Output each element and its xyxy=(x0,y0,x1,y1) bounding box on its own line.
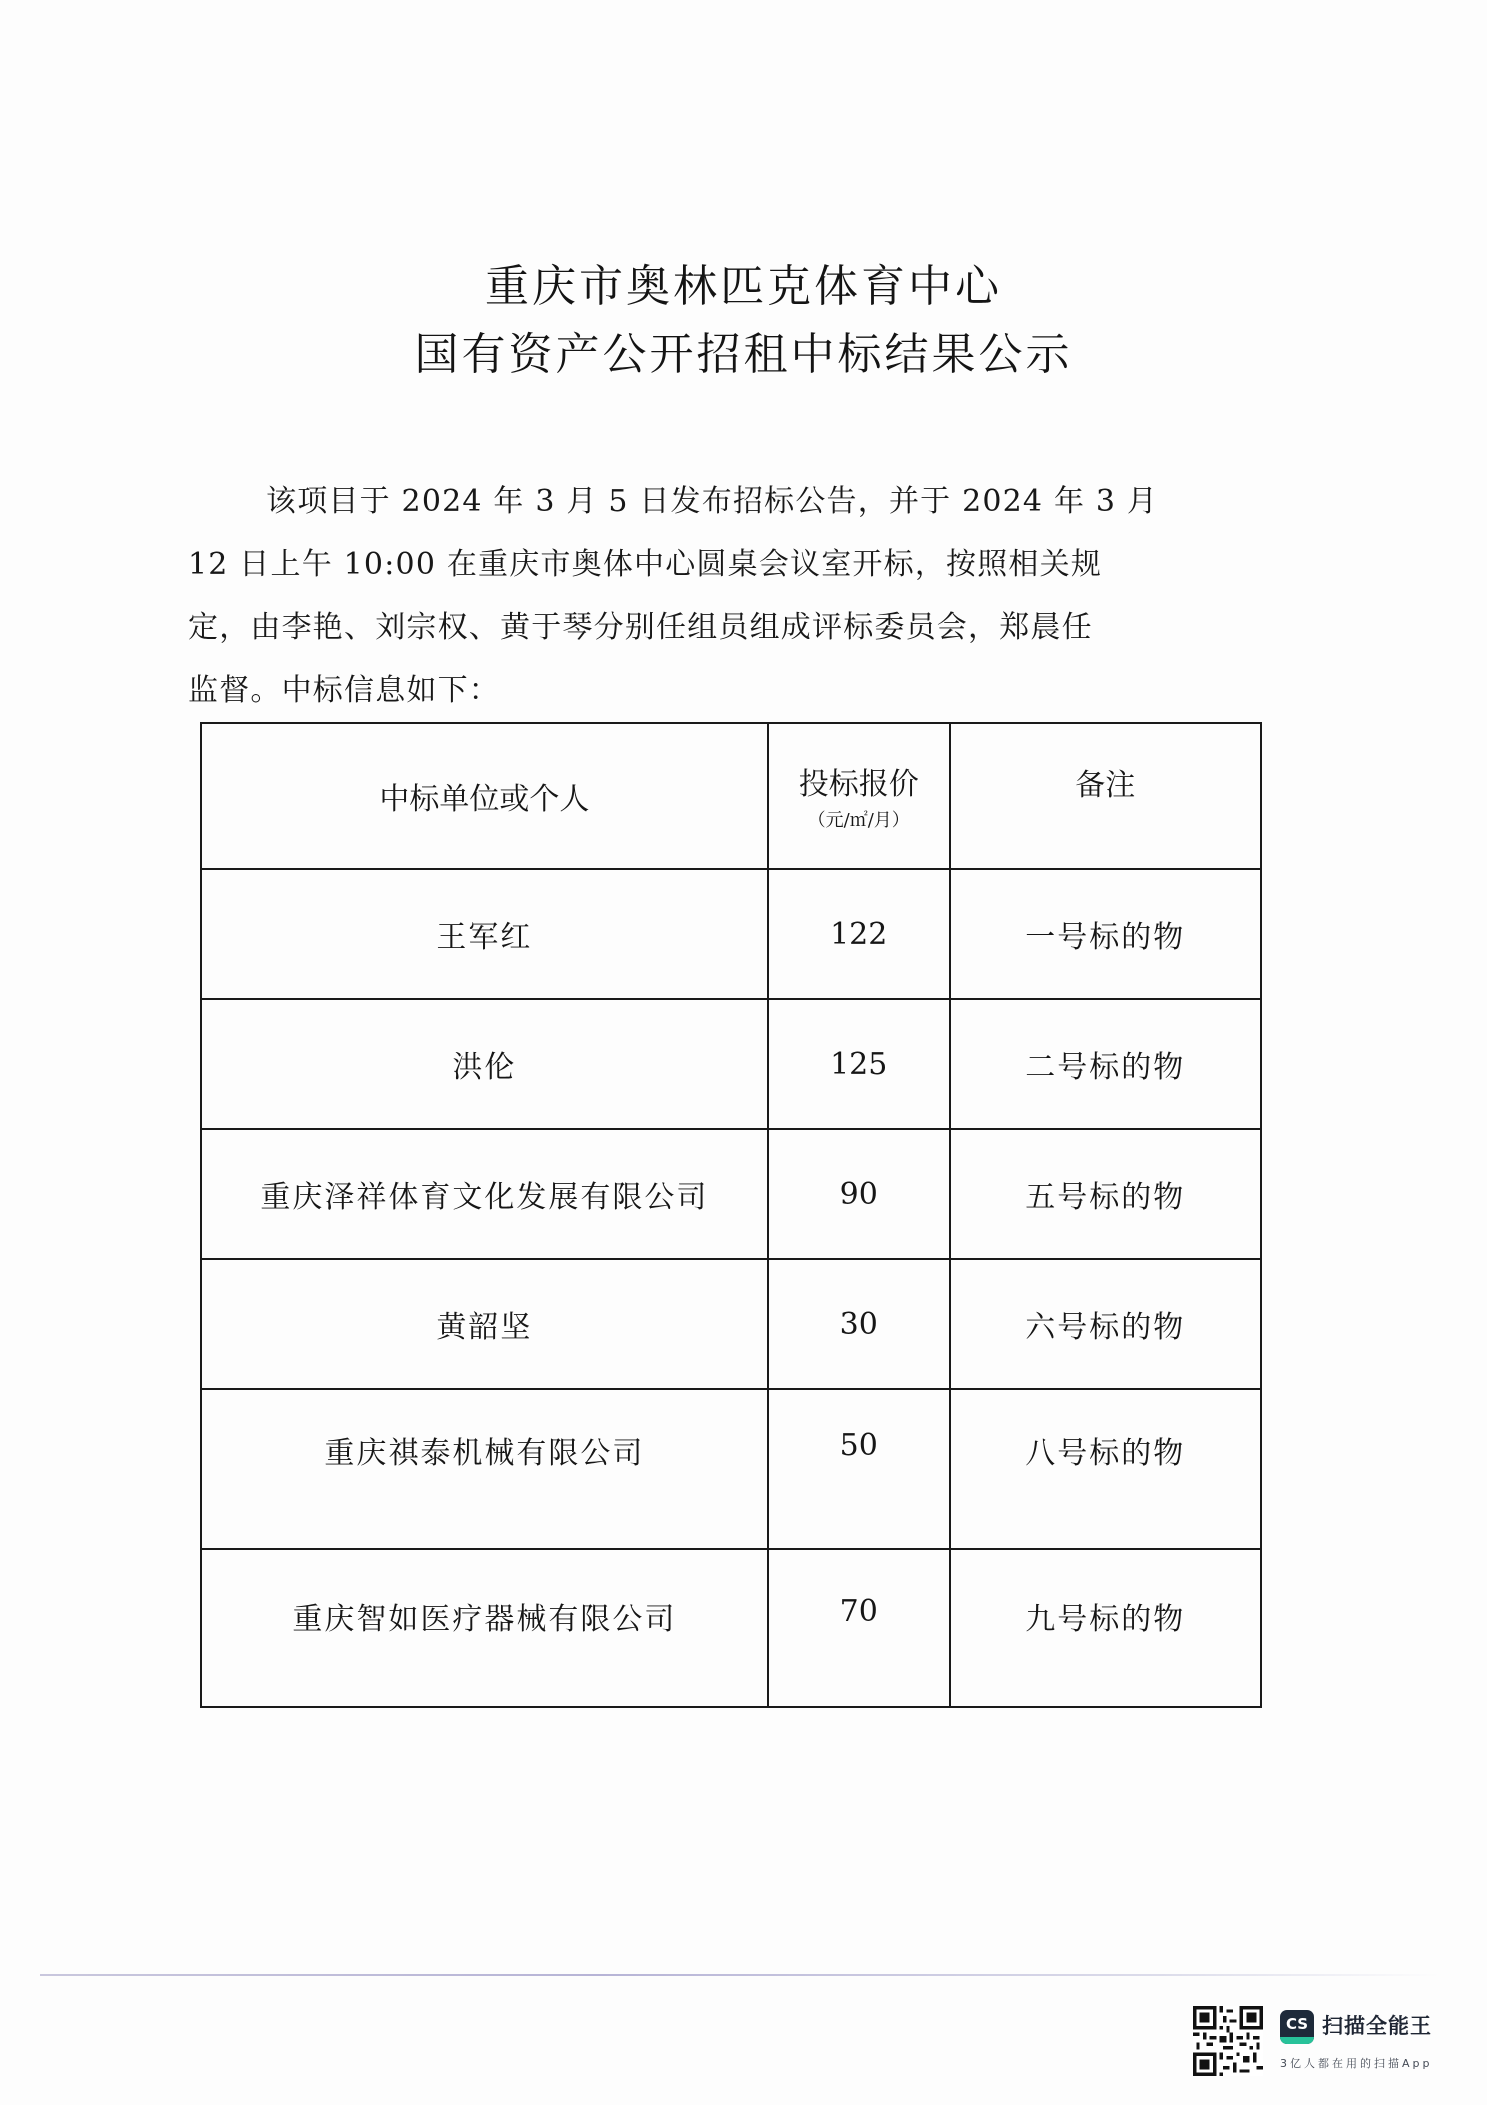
winner-cell: 重庆祺泰机械有限公司 xyxy=(201,1389,768,1549)
brand-tagline: 3亿人都在用的扫描App xyxy=(1280,2057,1433,2070)
price-cell: 30 xyxy=(768,1259,950,1389)
note-cell: 八号标的物 xyxy=(950,1389,1261,1549)
table-row xyxy=(201,1129,1261,1259)
paragraph-line: 该项目于 2024 年 3 月 5 日发布招标公告，并于 2024 年 3 月 xyxy=(266,484,1159,519)
price-cell: 90 xyxy=(768,1129,950,1259)
paragraph-line: 监督。中标信息如下： xyxy=(188,673,500,708)
note-cell: 六号标的物 xyxy=(950,1259,1261,1389)
header-price-label: 投标报价 xyxy=(798,767,919,802)
winner-cell: 黄韶坚 xyxy=(201,1259,768,1389)
logo-text: CS xyxy=(1285,2015,1309,2033)
qr-code-icon xyxy=(1193,2006,1263,2076)
header-note: 备注 xyxy=(950,723,1261,869)
table-row xyxy=(201,1549,1261,1707)
intro-paragraph xyxy=(188,470,1260,722)
brand-name: 扫描全能王 xyxy=(1322,2014,1432,2038)
footer-divider xyxy=(40,1974,1440,1976)
price-cell: 70 xyxy=(768,1549,950,1707)
winner-cell: 洪伦 xyxy=(201,999,768,1129)
note-cell: 九号标的物 xyxy=(950,1549,1261,1707)
price-cell: 125 xyxy=(768,999,950,1129)
note-cell: 五号标的物 xyxy=(950,1129,1261,1259)
header-price-unit: （元/㎡/月） xyxy=(807,810,910,831)
paragraph-line: 定，由李艳、刘宗权、黄于琴分别任组员组成评标委员会，郑晨任 xyxy=(188,610,1093,645)
header-price xyxy=(768,723,950,869)
note-cell: 二号标的物 xyxy=(950,999,1261,1129)
winner-cell: 王军红 xyxy=(201,869,768,999)
paragraph-line: 12 日上午 10:00 在重庆市奥体中心圆桌会议室开标，按照相关规 xyxy=(188,547,1103,582)
title-line-1: 重庆市奥林匹克体育中心 xyxy=(485,261,1002,312)
price-cell: 50 xyxy=(768,1389,950,1549)
table-row xyxy=(201,999,1261,1129)
note-cell: 一号标的物 xyxy=(950,869,1261,999)
table-row xyxy=(201,1259,1261,1389)
table-header-row xyxy=(201,723,1261,869)
logo-accent-bar xyxy=(1280,2037,1314,2044)
winner-cell: 重庆智如医疗器械有限公司 xyxy=(201,1549,768,1707)
table-row xyxy=(201,869,1261,999)
winner-cell: 重庆泽祥体育文化发展有限公司 xyxy=(201,1129,768,1259)
bid-results-table xyxy=(200,722,1262,1708)
title-line-2: 国有资产公开招租中标结果公示 xyxy=(414,329,1073,380)
camscanner-logo-icon xyxy=(1280,2010,1314,2044)
price-cell: 122 xyxy=(768,869,950,999)
header-winner: 中标单位或个人 xyxy=(201,723,768,869)
scanner-watermark xyxy=(1193,2006,1487,2086)
table-row xyxy=(201,1389,1261,1549)
